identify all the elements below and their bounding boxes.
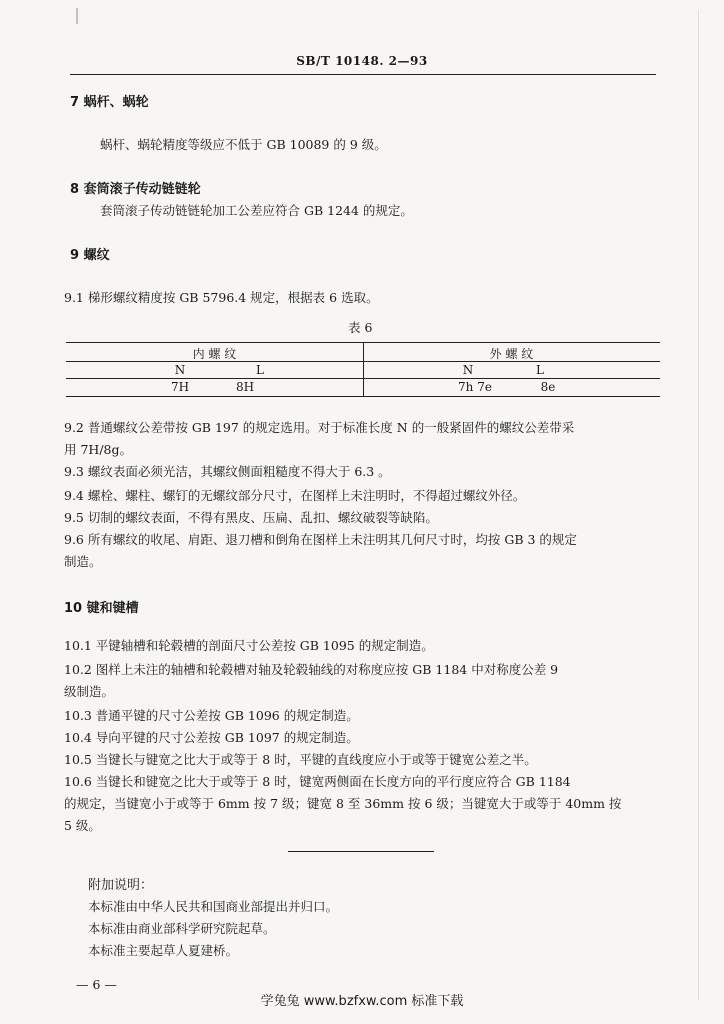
table-col-outer-n: N xyxy=(462,363,474,377)
document-number-header: SB/T 10148. 2—93 xyxy=(296,54,428,68)
clause-9-1: 9.1 梯形螺纹精度按 GB 5796.4 规定，根据表 6 选取。 xyxy=(64,290,379,305)
section-10-heading: 10 键和键槽 xyxy=(64,601,139,616)
table-col-inner-n: N xyxy=(174,363,186,377)
clause-10-3: 10.3 普通平键的尺寸公差按 GB 1096 的规定制造。 xyxy=(64,708,359,723)
clause-10-6-line-1: 10.6 当键长和键宽之比大于或等于 8 时，键宽两侧面在长度方向的平行度应符合 GB 1184 xyxy=(64,774,571,789)
closing-rule xyxy=(288,851,434,852)
table-cell-outer-l: 8e xyxy=(540,380,556,394)
additional-notes-line-2: 本标准由商业部科学研究院起草。 xyxy=(88,921,276,936)
footer-watermark: 学兔兔 www.bzfxw.com 标准下载 xyxy=(260,994,464,1009)
table-cell-inner-n: 7H xyxy=(170,380,190,394)
clause-10-5: 10.5 当键长与键宽之比大于或等于 8 时，平键的直线度应小于或等于键宽公差之半。 xyxy=(64,752,537,767)
clause-10-6-line-2: 的规定，当键宽小于或等于 6mm 按 7 级；键宽 8 至 36mm 按 6 级；当键宽大于或等于 40mm 按 xyxy=(64,796,622,811)
table-6-caption: 表 6 xyxy=(348,320,373,335)
table-col-inner-l: L xyxy=(256,363,264,377)
section-9-heading: 9 螺纹 xyxy=(70,248,110,263)
page-number: — 6 — xyxy=(76,977,117,992)
table-group-inner-thread: 内 螺 纹 xyxy=(192,347,237,361)
clause-10-2-line-2: 级制造。 xyxy=(64,684,115,699)
scan-mark xyxy=(698,10,699,1000)
clause-10-4: 10.4 导向平键的尺寸公差按 GB 1097 的规定制造。 xyxy=(64,730,359,745)
additional-notes-title: 附加说明： xyxy=(88,878,154,893)
section-8-heading: 8 套筒滚子传动链链轮 xyxy=(70,182,201,197)
section-8-body: 套筒滚子传动链链轮加工公差应符合 GB 1244 的规定。 xyxy=(100,203,413,218)
table-group-outer-thread: 外 螺 纹 xyxy=(489,347,534,361)
section-7-heading: 7 蜗杆、蜗轮 xyxy=(70,95,149,110)
clause-10-6-line-3: 5 级。 xyxy=(64,818,101,833)
clause-9-2-line-2: 用 7H/8g。 xyxy=(64,442,132,457)
clause-9-4: 9.4 螺栓、螺柱、螺钉的无螺纹部分尺寸，在图样上未注明时，不得超过螺纹外径。 xyxy=(64,488,526,503)
table-bottom-rule xyxy=(66,396,660,397)
header-rule xyxy=(70,74,656,75)
clause-9-2-line-1: 9.2 普通螺纹公差带按 GB 197 的规定选用。对于标准长度 N 的一般紧固件的螺纹公差带采 xyxy=(64,420,575,435)
clause-9-6-line-2: 制造。 xyxy=(64,554,102,569)
table-cell-outer-n: 7h 7e xyxy=(458,380,492,394)
table-col-outer-l: L xyxy=(536,363,544,377)
clause-10-1: 10.1 平键轴槽和轮毂槽的剖面尺寸公差按 GB 1095 的规定制造。 xyxy=(64,638,434,653)
scan-mark xyxy=(76,8,78,24)
clause-9-3: 9.3 螺纹表面必须光洁，其螺纹侧面粗糙度不得大于 6.3 。 xyxy=(64,464,391,479)
table-cell-inner-l: 8H xyxy=(235,380,255,394)
additional-notes-line-1: 本标准由中华人民共和国商业部提出并归口。 xyxy=(88,899,339,914)
clause-10-2-line-1: 10.2 图样上未注的轴槽和轮毂槽对轴及轮毂轴线的对称度应按 GB 1184 中对称度公差 9 xyxy=(64,662,559,677)
section-7-body: 蜗杆、蜗轮精度等级应不低于 GB 10089 的 9 级。 xyxy=(100,137,387,152)
clause-9-5: 9.5 切制的螺纹表面，不得有黑皮、压扁、乱扣、螺纹破裂等缺陷。 xyxy=(64,510,438,525)
clause-9-6-line-1: 9.6 所有螺纹的收尾、肩距、退刀槽和倒角在图样上未注明其几何尺寸时，均按 GB 3 的规定 xyxy=(64,532,577,547)
additional-notes-line-3: 本标准主要起草人夏建桥。 xyxy=(88,943,239,958)
